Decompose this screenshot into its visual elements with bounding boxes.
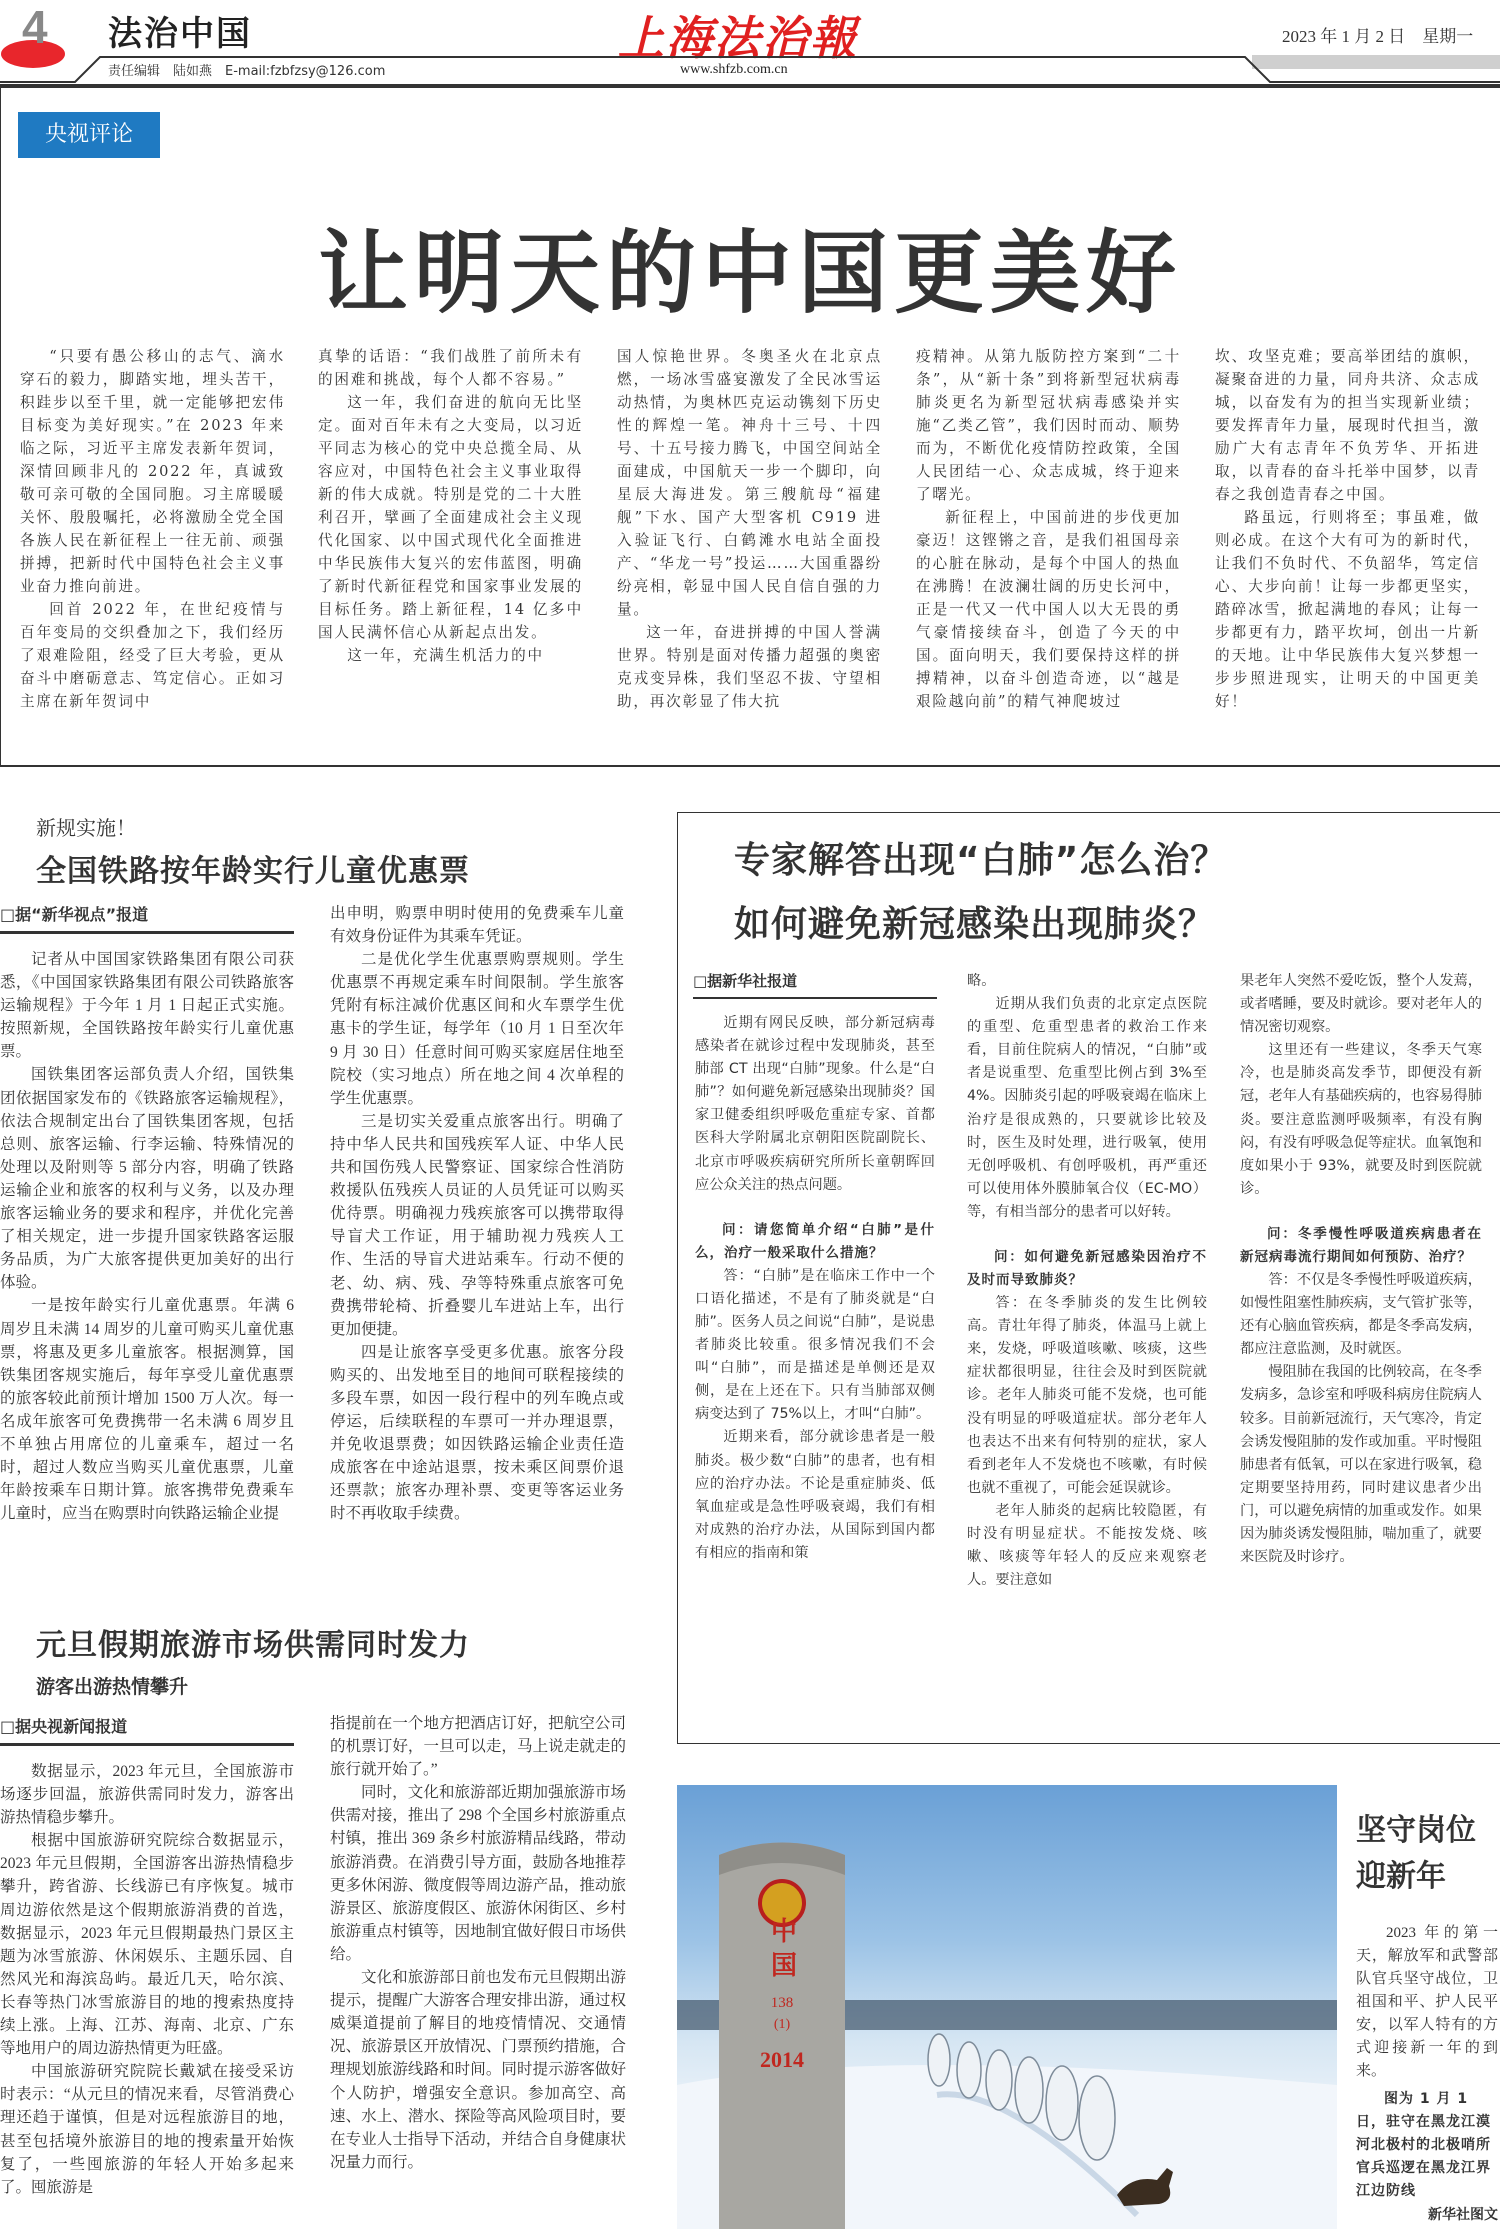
marker-number: 138	[770, 1995, 794, 2011]
paragraph: 数据显示，2023 年元旦，全国旅游市场逐步回温，旅游供需同时发力，游客出游热情稳步攀升。	[0, 1763, 294, 1827]
paragraph: 四是让旅客享受更多优惠。旅客分段购买的、出发地至目的地间可联程接续的多段车票，如因一段行程中的列车晚点或停运，后续联程的车票可一并办理退票，并免收退票费；如因铁路运输企业责任造成旅客在中途站退票，按未乘区间票价退还票款；旅客办理补票、变更等客运业务时不再收取手续费。	[330, 1343, 624, 1523]
paragraph: 根据中国旅游研究院综合数据显示，2023 年元旦假期，全国游客出游热情稳步攀升，跨省游、长线游已有序恢复。城市周边游依然是这个假期旅游消费的首选，数据显示，2023 年元旦假期最热门景区主题为冰雪旅游、休闲娱乐、主题乐园、自然风光和海滨岛屿。最近几天，哈尔滨、长春等热门冰雪旅游目的地的搜索热度持续上涨。上海、江苏、海南、北京、广东等地用户的周边游热情更为旺盛。	[0, 1832, 294, 2058]
paragraph: 2023 年的第一天，解放军和武警部队官兵坚守战位，卫祖国和平、护人民平安，以军人特有的方式迎接新一年的到来。	[1356, 1925, 1498, 2079]
editorial-column-5	[1215, 345, 1480, 713]
paragraph: 指提前在一个地方把酒店订好，把航空公司的机票订好，一旦可以走，马上说走就走的旅行就开始了。”	[330, 1715, 626, 1779]
question-paragraph: 问：如何避免新冠感染因治疗不及时而导致肺炎？	[967, 1249, 1207, 1289]
whitelung-byline: □据新华社报道	[693, 970, 937, 999]
whitelung-column-1	[695, 1012, 935, 1565]
paragraph: 坎、攻坚克难；要高举团结的旗帜，凝聚奋进的力量，同舟共济、众志成城，以奋发有为的担当实现新业绩；要发挥青年力量，展现时代担当，激励广大有志青年不负芳华、开拓进取，以青春的奋斗托举中国梦，以青春之我创造青春之中国。	[1215, 348, 1480, 503]
photo-caption: 图为 1 月 1 日，驻守在黑龙江漠河北极村的北极哨所官兵巡逻在黑龙江界江边防线	[1356, 2091, 1491, 2199]
paragraph: 略。	[967, 973, 996, 989]
editorial-column-2	[318, 345, 583, 667]
paragraph: 记者从中国国家铁路集团有限公司获悉，《中国国家铁路集团有限公司铁路旅客运输规程》于今年 1 月 1 日起正式实施。按照新规，全国铁路按年龄实行儿童优惠票。	[0, 951, 294, 1061]
paragraph: “只要有愚公移山的志气、滴水穿石的毅力，脚踏实地，埋头苦干，积跬步以至千里，就一定能够把宏伟目标变为美好现实。”在 2023 年来临之际，习近平主席发表新年贺词，深情回顾非凡的 2022 年，真诚致敬可亲可敬的全国同胞。习主席暖暖关怀、殷殷嘱托，必将激励全党全国各族人民在新征程上一往无前、顽强拼搏，把新时代中国特色社会主义事业奋力推向前进。	[20, 348, 285, 595]
photo-story-title-2: 迎新年	[1356, 1859, 1446, 1894]
tourism-headline: 元旦假期旅游市场供需同时发力	[36, 1628, 470, 1663]
paragraph: 近期来看，部分就诊患者是一般肺炎。极少数“白肺”的患者，也有相应的治疗办法。不论是重症肺炎、低氧血症或是急性呼吸衰竭，我们有相对成熟的治疗办法，从国际到国内都有相应的指南和策	[695, 1429, 935, 1561]
paragraph: 近期从我们负责的北京定点医院的重型、危重型患者的救治工作来看，目前住院病人的情况，“白肺”或者是说重型、危重型比例占到 3%至 4%。因肺炎引起的呼吸衰竭在临床上治疗是很成熟的，只要就诊比较及时，医生及时处理，进行吸氧，使用无创呼吸机、有创呼吸机，再严重还可以使用体外膜肺氧合仪（EC-MO）等，有相当部分的患者可以好转。	[967, 996, 1207, 1220]
paragraph: 国铁集团客运部负责人介绍，国铁集团依据国家发布的《铁路旅客运输规程》，依法合规制定出台了国铁集团客规，包括总则、旅客运输、行李运输、特殊情况的处理以及附则等 5 部分内容，明确了铁路运输企业和旅客的权利与义务，以及办理旅客运输业务的要求和程序，并优化完善了相关规定，进一步提升国家铁路客运服务品质，为广大旅客提供更加美好的出行体验。	[0, 1066, 294, 1292]
paragraph: 二是优化学生优惠票购票规则。学生优惠票不再规定乘车时间限制。学生旅客凭附有标注减价优惠区间和火车票学生优惠卡的学生证，每学年（10 月 1 日至次年 9 月 30 日）任意时间可购买家庭居住地至院校（实习地点）所在地之间 4 次单程的学生优惠票。	[330, 951, 624, 1107]
paragraph: 出申明，购票申明时使用的免费乘车儿童有效身份证件为其乘车凭证。	[330, 905, 624, 946]
editorial-column-1	[20, 345, 285, 713]
paragraph: 这一年，我们奋进的航向无比坚定。面对百年未有之大变局，以习近平同志为核心的党中央总揽全局、从容应对，中国特色社会主义事业取得新的伟大成就。特别是党的二十大胜利召开，擘画了全面建成社会主义现代化国家、以中国式现代化全面推进中华民族伟大复兴的宏伟蓝图，明确了新时代新征程党和国家事业发展的目标任务。踏上新征程，14 亿多中国人民满怀信心从新起点出发。	[318, 394, 583, 641]
marker-sub-number: (1)	[773, 2017, 791, 2032]
question-paragraph: 问：请您简单介绍“白肺”是什么，治疗一般采取什么措施？	[695, 1221, 935, 1261]
paragraph: 一是按年龄实行儿童优惠票。年满 6 周岁且未满 14 周岁的儿童可购买儿童优惠票，将惠及更多儿童旅客。根据测算，国铁集团客规实施后，每年享受儿童优惠票的旅客较此前预计增加 1500 万人次。每一名成年旅客可免费携带一名未满 6 周岁且不单独占用席位的儿童乘车，超过一名时，超过人数应当购买儿童优惠票，儿童年龄按乘车日期计算。旅客携带免费乘车儿童时，应当在购票时向铁路运输企业提	[0, 1297, 294, 1523]
boundary-marker	[719, 1843, 845, 2229]
paragraph: 文化和旅游部日前也发布元旦假期出游提示，提醒广大游客合理安排出游，通过权威渠道提前了解目的地疫情情况、交通情况、旅游景区开放情况、门票预约措施，合理规划旅游线路和时间。同时提示游客做好个人防护，增强安全意识。参加高空、高速、水上、潜水、探险等高风险项目时，要在专业人士指导下活动，并结合自身健康状况量力而行。	[330, 1969, 626, 2171]
paragraph: 这一年，奋进拼搏的中国人誉满世界。特别是面对传播力超强的奥密克戎变异株，我们坚忍不拔、守望相助，再次彰显了伟大抗	[617, 624, 882, 710]
paragraph: 疫精神。从第九版防控方案到“二十条”，从“新十条”到将新型冠状病毒肺炎更名为新型冠状病毒感染并实施“乙类乙管”，我们因时而动、顺势而为，不断优化疫情防控政策，全国人民团结一心、众志成城，终于迎来了曙光。	[916, 348, 1181, 503]
photo-story-body	[1356, 1922, 1498, 2083]
question-paragraph: 问：冬季慢性呼吸道疾病患者在新冠病毒流行期间如何预防、治疗？	[1240, 1225, 1482, 1265]
tourism-subtitle: 游客出游热情攀升	[36, 1676, 189, 1698]
editorial-tag: 央视评论	[18, 112, 160, 158]
editorial-title: 让明天的中国更美好	[318, 221, 1182, 326]
whitelung-headline-1: 专家解答出现“白肺”怎么治？	[734, 840, 1228, 881]
paragraph: 近期有网民反映，部分新冠病毒感染者在就诊过程中发现肺炎，甚至肺部 CT 出现“白肺”现象。什么是“白肺”？如何避免新冠感染出现肺炎？国家卫健委组织呼吸危重症专家、首都医科大学附属北京朝阳医院副院长、北京市呼吸疾病研究所所长童朝晖回应公众关注的热点问题。	[695, 1015, 935, 1193]
issue-date: 2023 年 1 月 2 日 星期一	[1282, 27, 1474, 46]
paragraph: 路虽远，行则将至；事虽难，做则必成。在这个大有可为的新时代，让我们不负时代、不负韶华，笃定信心、大步向前！让每一步都更坚实，踏碎冰雪，掀起满地的春风；让每一步都更有力，踏平坎坷，创出一片新的天地。让中华民族伟大复兴梦想一步步照进现实，让明天的中国更美好！	[1215, 509, 1480, 710]
paragraph: 答：“白肺”是在临床工作中一个口语化描述，不是有了肺炎就是“白肺”。医务人员之间说“白肺”，是说患者肺炎比较重。很多情况我们不会叫“白肺”，而是描述是单侧还是双侧，是在上还在下。只有当肺部双侧病变达到了 75%以上，才叫“白肺”。	[695, 1267, 935, 1423]
paragraph: 答：在冬季肺炎的发生比例较高。青壮年得了肺炎，体温马上就上来，发烧，呼吸道咳嗽、咳痰，这些症状都很明显，往往会及时到医院就诊。老年人肺炎可能不发烧，也可能没有明显的呼吸道症状。部分老年人也表达不出来有何特别的症状，家人看到老年人不发烧也不咳嗽，有时候也就不重视了，可能会延误就诊。	[967, 1295, 1207, 1496]
marker-country-text: 中国	[770, 1917, 797, 1981]
editorial-column-3	[617, 345, 882, 713]
railway-column-2	[330, 902, 624, 1526]
editorial-bottom-rule	[0, 765, 1500, 767]
paragraph: 回首 2022 年，在世纪疫情与百年变局的交织叠加之下，我们经历了艰难险阻，经受了巨大考验，更从奋斗中磨砺意志、笃定信心。正如习主席在新年贺词中	[20, 601, 285, 710]
whitelung-headline-2: 如何避免新冠感染出现肺炎？	[734, 904, 1216, 945]
tourism-byline: □据央视新闻报道	[0, 1714, 294, 1746]
railway-column-1	[0, 948, 294, 1525]
editorial-column-4	[916, 345, 1181, 713]
paragraph: 国人惊艳世界。冬奥圣火在北京点燃，一场冰雪盛宴激发了全民冰雪运动热情，为奥林匹克运动镌刻下历史性的辉煌一笔。神舟十三号、十四号、十五号接力腾飞，中国空间站全面建成，中国航天一步一个脚印，向星辰大海进发。第三艘航母“福建舰”下水、国产大型客机 C919 进入验证飞行、白鹤滩水电站全面投产、“华龙一号”投运……大国重器纷纷亮相，彰显中国人民自信自强的力量。	[617, 348, 882, 618]
website-link[interactable]: www.shfzb.com.cn	[680, 62, 788, 77]
section-title: 法治中国	[108, 14, 252, 54]
tourism-column-1	[0, 1760, 294, 2199]
paragraph: 这一年，充满生机活力的中	[347, 647, 544, 664]
paragraph: 三是切实关爱重点旅客出行。明确了持中华人民共和国残疾军人证、中华人民共和国伤残人民警察证、国家综合性消防救援队伍残疾人员证的人员凭证可以购买优待票。明确视力残疾旅客可以携带取得导盲犬工作证，用于辅助视力残疾人工作、生活的导盲犬进站乘车。行动不便的老、幼、病、残、孕等特殊重点旅客可免费携带轮椅、折叠婴儿车进站上车，出行更加便捷。	[330, 1112, 624, 1338]
editor-info: 责任编辑 陆如燕 E-mail:fzbfzsy@126.com	[108, 64, 386, 79]
whitelung-column-2	[967, 970, 1207, 1592]
paragraph: 真挚的话语：“我们战胜了前所未有的困难和挑战，每个人都不容易。”	[318, 348, 583, 388]
photo-credit: 新华社图文	[1428, 2207, 1498, 2223]
railway-byline: □据“新华视点”报道	[0, 902, 294, 934]
paragraph: 中国旅游研究院院长戴斌在接受采访时表示：“从元旦的情况来看，尽管消费心理还趋于谨慎，但是对远程旅游目的地，甚至包括境外旅游目的地的搜索量开始恢复了，一些囤旅游的年轻人开始多起来了。囤旅游是	[0, 2063, 294, 2196]
paragraph: 新征程上，中国前进的步伐更加豪迈！这铿锵之音，是我们祖国母亲的心脏在脉动，是每个中国人的热血在沸腾！在波澜壮阔的历史长河中，正是一代又一代中国人以大无畏的勇气豪情接续奋斗，创造了今天的中国。面向明天，我们要保持这样的拼搏精神，以奋斗创造奇迹，以“越是艰险越向前”的精气神爬坡过	[916, 509, 1181, 710]
whitelung-column-3	[1240, 970, 1482, 1569]
paragraph: 果老年人突然不爱吃饭，整个人发蔫，或者嗜睡，要及时就诊。要对老年人的情况密切观察。	[1240, 973, 1482, 1036]
paragraph: 老年人肺炎的起病比较隐匿，有时没有明显症状。不能按发烧、咳嗽、咳痰等年轻人的反应来观察老人。要注意如	[967, 1502, 1207, 1589]
paragraph: 慢阻肺在我国的比例较高，在冬季发病多，急诊室和呼吸科病房住院病人较多。目前新冠流行，天气寒冷，肯定会诱发慢阻肺的发作或加重。平时慢阻肺患者有低氧，可以在家进行吸氧，稳定期要坚持用药，同时建议患者少出门，可以避免病情的加重或发作。如果因为肺炎诱发慢阻肺，喘加重了，就要来医院及时诊疗。	[1240, 1364, 1482, 1566]
railway-headline: 全国铁路按年龄实行儿童优惠票	[36, 854, 470, 889]
header-rule	[0, 52, 1500, 86]
marker-year: 2014	[760, 2047, 804, 2072]
railway-kicker: 新规实施！	[36, 816, 136, 840]
paragraph: 这里还有一些建议，冬季天气寒冷，也是肺炎高发季节，即便没有新冠，老年人有基础疾病的，也容易得肺炎。要注意监测呼吸频率，有没有胸闷，有没有呼吸急促等症状。血氧饱和度如果小于 93%，就要及时到医院就诊。	[1240, 1042, 1482, 1197]
paragraph: 答：不仅是冬季慢性呼吸道疾病，如慢性阻塞性肺疾病，支气管扩张等，还有心脑血管疾病，都是冬季高发病，都应注意监测，及时就医。	[1240, 1271, 1482, 1358]
photo-story-title-1: 坚守岗位	[1356, 1813, 1476, 1848]
newspaper-logo: 上海法治報	[618, 11, 858, 65]
border-patrol-photo	[677, 1785, 1337, 2229]
page-number: 4	[22, 1, 48, 53]
tourism-column-2	[330, 1712, 626, 2174]
paragraph: 同时，文化和旅游部近期加强旅游市场供需对接，推出了 298 个全国乡村旅游重点村镇，推出 369 条乡村旅游精品线路，带动旅游消费。在消费引导方面，鼓励各地推荐更多休闲游、微度假等周边游产品，推动旅游景区、旅游度假区、旅游休闲街区、乡村旅游重点村镇等，因地制宜做好假日市场供给。	[330, 1784, 626, 1963]
